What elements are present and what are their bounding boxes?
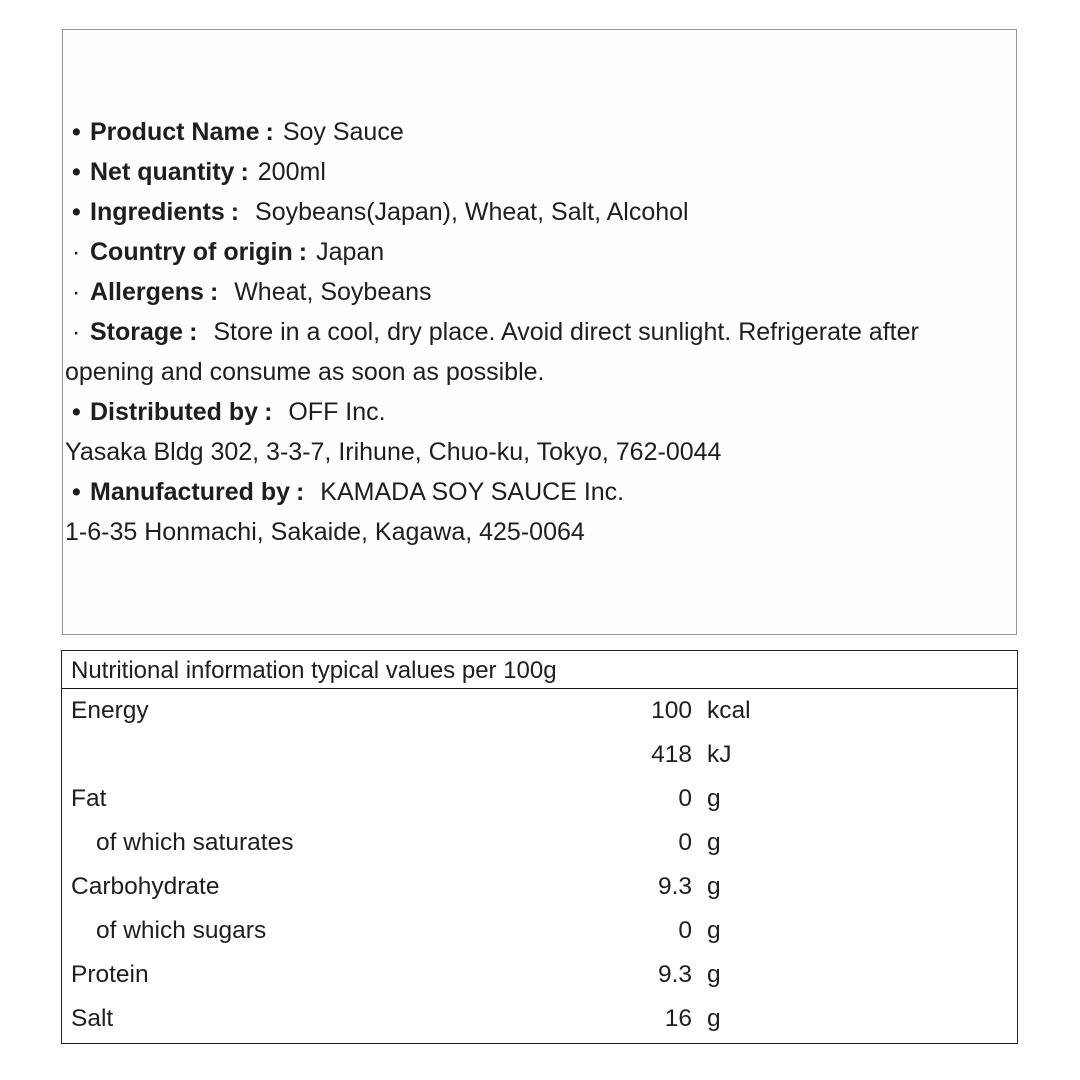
product-info-line [64,312,1016,352]
info-label: Net quantity [90,158,235,186]
info-value: 200ml [257,158,326,186]
nutrition-row [62,953,1017,997]
nutrition-unit: kJ [707,741,732,768]
bullet-icon: · [72,278,81,306]
bullet-icon: • [72,198,81,226]
nutrition-row [62,865,1017,909]
nutrition-value: 0 [678,829,692,856]
nutrition-label: of which sugars [96,917,267,944]
nutrition-unit: g [707,785,721,812]
colon-separator: : [296,478,305,506]
info-value: KAMADA SOY SAUCE Inc. [313,478,625,506]
product-info-line [64,512,1016,552]
info-continuation-text: Yasaka Bldg 302, 3-3-7, Irihune, Chuo-ku, Tokyo, 762-0044 [65,438,722,466]
nutrition-value: 100 [651,697,692,724]
colon-separator: : [240,158,249,186]
nutrition-row [62,777,1017,821]
bullet-icon: · [72,318,81,346]
nutrition-row [62,909,1017,953]
info-label: Distributed by [90,398,259,426]
bullet-icon: · [72,238,81,266]
colon-separator: : [264,398,273,426]
nutrition-row [62,821,1017,865]
info-continuation-text: opening and consume as soon as possible. [65,358,545,386]
product-info-line [64,272,1016,312]
nutrition-row [62,733,1017,777]
colon-separator: : [230,198,240,226]
nutrition-value: 9.3 [657,961,692,988]
info-value: Japan [316,238,385,266]
nutrition-row [62,689,1017,733]
nutrition-value: 0 [678,785,692,812]
info-value: Soybeans(Japan), Wheat, Salt, Alcohol [248,198,689,226]
info-label: Country of origin [90,238,293,266]
product-info-line [64,392,1016,432]
product-info-line [64,112,1016,152]
nutrition-rows [62,689,1017,1041]
nutrition-unit: g [707,917,721,944]
nutrition-label: of which saturates [96,829,294,856]
nutrition-unit: g [707,961,721,988]
info-value: Soy Sauce [282,118,404,146]
info-label: Ingredients [90,198,225,226]
nutrition-row [62,997,1017,1041]
product-info-line [64,352,1016,392]
nutrition-label: Salt [71,1005,114,1032]
nutrition-value: 16 [664,1005,692,1032]
info-label: Product Name [90,118,260,146]
info-label: Manufactured by [90,478,291,506]
info-continuation-text: 1-6-35 Honmachi, Sakaide, Kagawa, 425-0064 [65,518,585,546]
nutrition-value: 0 [678,917,692,944]
info-label: Allergens [90,278,204,306]
nutrition-label: Protein [71,961,149,988]
nutrition-unit: g [707,1005,721,1032]
nutrition-unit: g [707,829,721,856]
info-value: Wheat, Soybeans [227,278,432,306]
nutrition-unit: g [707,873,721,900]
product-info-lines [64,112,1016,552]
nutrition-value: 418 [651,741,692,768]
info-label: Storage [90,318,184,346]
info-value: OFF Inc. [281,398,386,426]
nutrition-table-header: Nutritional information typical values per 100g [62,651,1017,689]
nutrition-label: Energy [71,697,149,724]
bullet-icon: • [72,118,81,146]
product-info-line [64,192,1016,232]
colon-separator: : [265,118,274,146]
product-info-line [64,432,1016,472]
nutrition-label: Carbohydrate [71,873,220,900]
nutrition-unit: kcal [707,697,751,724]
product-info-line [64,472,1016,512]
bullet-icon: • [72,478,81,506]
nutrition-value: 9.3 [657,873,692,900]
product-info-line [64,152,1016,192]
nutrition-panel [61,650,1018,1044]
colon-separator: : [298,238,308,266]
bullet-icon: • [72,398,81,426]
product-info-line [64,232,1016,272]
bullet-icon: • [72,158,81,186]
nutrition-label: Fat [71,785,107,812]
info-value: Store in a cool, dry place. Avoid direct sunlight. Refrigerate after [206,318,919,346]
product-info-panel [62,29,1017,635]
colon-separator: : [209,278,219,306]
colon-separator: : [189,318,198,346]
